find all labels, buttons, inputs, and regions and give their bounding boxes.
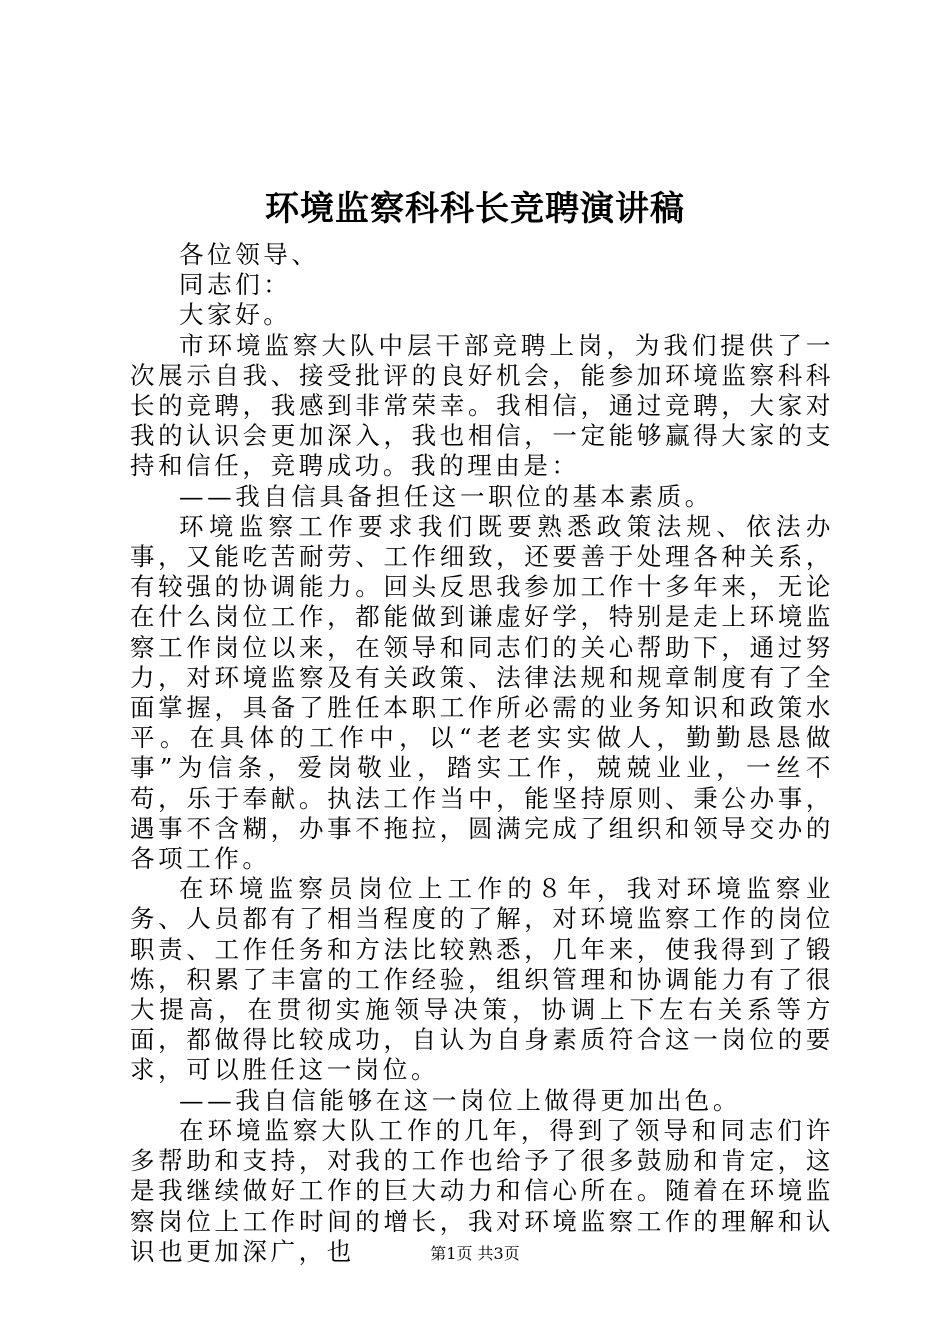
section-heading-qualities: ——我自信具备担任这一职位的基本素质。 bbox=[179, 481, 713, 511]
salutation-leaders: 各位领导、 bbox=[179, 240, 320, 269]
salutation-comrades: 同志们： bbox=[179, 270, 292, 300]
document-title: 环境监察科科长竞聘演讲稿 bbox=[265, 189, 685, 229]
page-footer: 第1页 共3页 bbox=[430, 1244, 520, 1263]
paragraph-intro: 市环境监察大队中层干部竞聘上岗，为我们提供了一次展示自我、接受批评的良好机会，能参加环境监察科科长的竞聘，我感到非常荣幸。我相信，通过竞聘，大家对我的认识会更加深入，我也相信，一定能够赢得大家的支持和信任，竞聘成功。我的理由是： bbox=[130, 330, 834, 481]
greeting: 大家好。 bbox=[179, 300, 292, 330]
paragraph-qualities: 环境监察工作要求我们既要熟悉政策法规、依法办事，又能吃苦耐劳、工作细致，还要善于处理各种关系，有较强的协调能力。回头反思我参加工作十多年来，无论在什么岗位工作，都能做到谦虚好学，特别是走上环境监察工作岗位以来，在领导和同志们的关心帮助下，通过努力，对环境监察及有关政策、法律法规和规章制度有了全面掌握，具备了胜任本职工作所必需的业务知识和政策水平。在具体的工作中，以“老老实实做人，勤勤恳恳做事”为信条，爱岗敬业，踏实工作，兢兢业业，一丝不苟，乐于奉献。执法工作当中，能坚持原则、秉公办事，遇事不含糊，办事不拖拉，圆满完成了组织和领导交办的各项工作。 bbox=[130, 511, 834, 874]
document-body bbox=[130, 240, 834, 1267]
paragraph-excellence: 在环境监察大队工作的几年，得到了领导和同志们许多帮助和支持，对我的工作也给予了很多鼓励和肯定，这是我继续做好工作的巨大动力和信心所在。随着在环境监察岗位上工作时间的增长，我对环境监察工作的理解和认识也更加深广，也 bbox=[130, 1115, 834, 1266]
paragraph-experience: 在环境监察员岗位上工作的８年，我对环境监察业务、人员都有了相当程度的了解，对环境监察工作的岗位职责、工作任务和方法比较熟悉，几年来，使我得到了锻炼，积累了丰富的工作经验，组织管理和协调能力有了很大提高，在贯彻实施领导决策，协调上下左右关系等方面，都做得比较成功，自认为自身素质符合这一岗位的要求，可以胜任这一岗位。 bbox=[130, 874, 834, 1085]
section-heading-excellence: ——我自信能够在这一岗位上做得更加出色。 bbox=[179, 1085, 741, 1115]
